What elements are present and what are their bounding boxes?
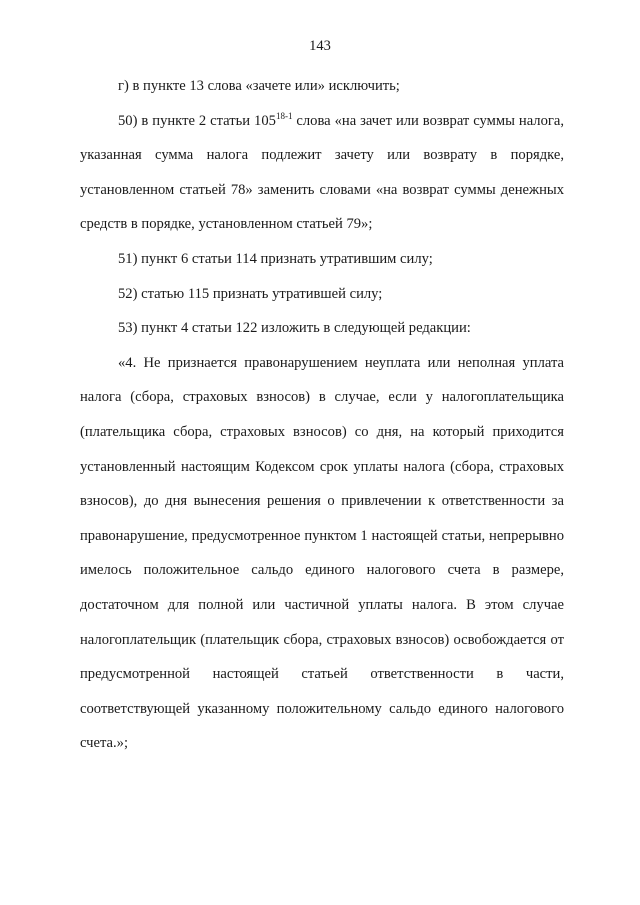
page-number: 143 bbox=[309, 38, 331, 54]
paragraph-50-text-end: слова «на зачет или возврат суммы налога, указанная сумма налога подлежит зачету или возврату в порядке, установленном статьей 78» заменить словами «на возврат суммы денежных средств в порядке, установленном статьей 79»; bbox=[80, 112, 564, 233]
quoted-article-text: «4. Не признается правонарушением неуплата или неполная уплата налога (сбора, страховых взносов) в случае, если у налогоплательщика (плательщика сбора, страховых взносов) со дня, на который приходится установленный настоящим Кодексом срок уплаты налога (сбора, страховых взносов), до дня вынесения решения о привлечении к ответственности за правонарушение, предусмотренное пунктом 1 настоящей статьи, непрерывно имелось положительное сальдо единого налогового счета в размере, достаточном для полной или частичной уплаты налога. В этом случае налогоплательщик (плательщик сбора, страховых взносов) освобождается от предусмотренной настоящей статьей ответственности в части, соответствующей указанному положительному сальдо единого налогового счета.»; bbox=[80, 354, 564, 752]
paragraph-item-g: г) в пункте 13 слова «зачете или» исключить; bbox=[118, 78, 400, 94]
paragraph-50-text-start: 50) в пункте 2 статьи 105 bbox=[118, 112, 276, 129]
paragraph-item-51: 51) пункт 6 статьи 114 признать утратившим силу; bbox=[118, 250, 433, 267]
paragraph-item-53: 53) пункт 4 статьи 122 изложить в следующей редакции: bbox=[118, 320, 471, 337]
document-body bbox=[80, 69, 564, 761]
article-superscript: 18-1 bbox=[275, 110, 293, 121]
paragraph-item-52: 52) статью 115 признать утратившей силу; bbox=[118, 285, 383, 302]
paragraph-item-50 bbox=[80, 104, 564, 242]
